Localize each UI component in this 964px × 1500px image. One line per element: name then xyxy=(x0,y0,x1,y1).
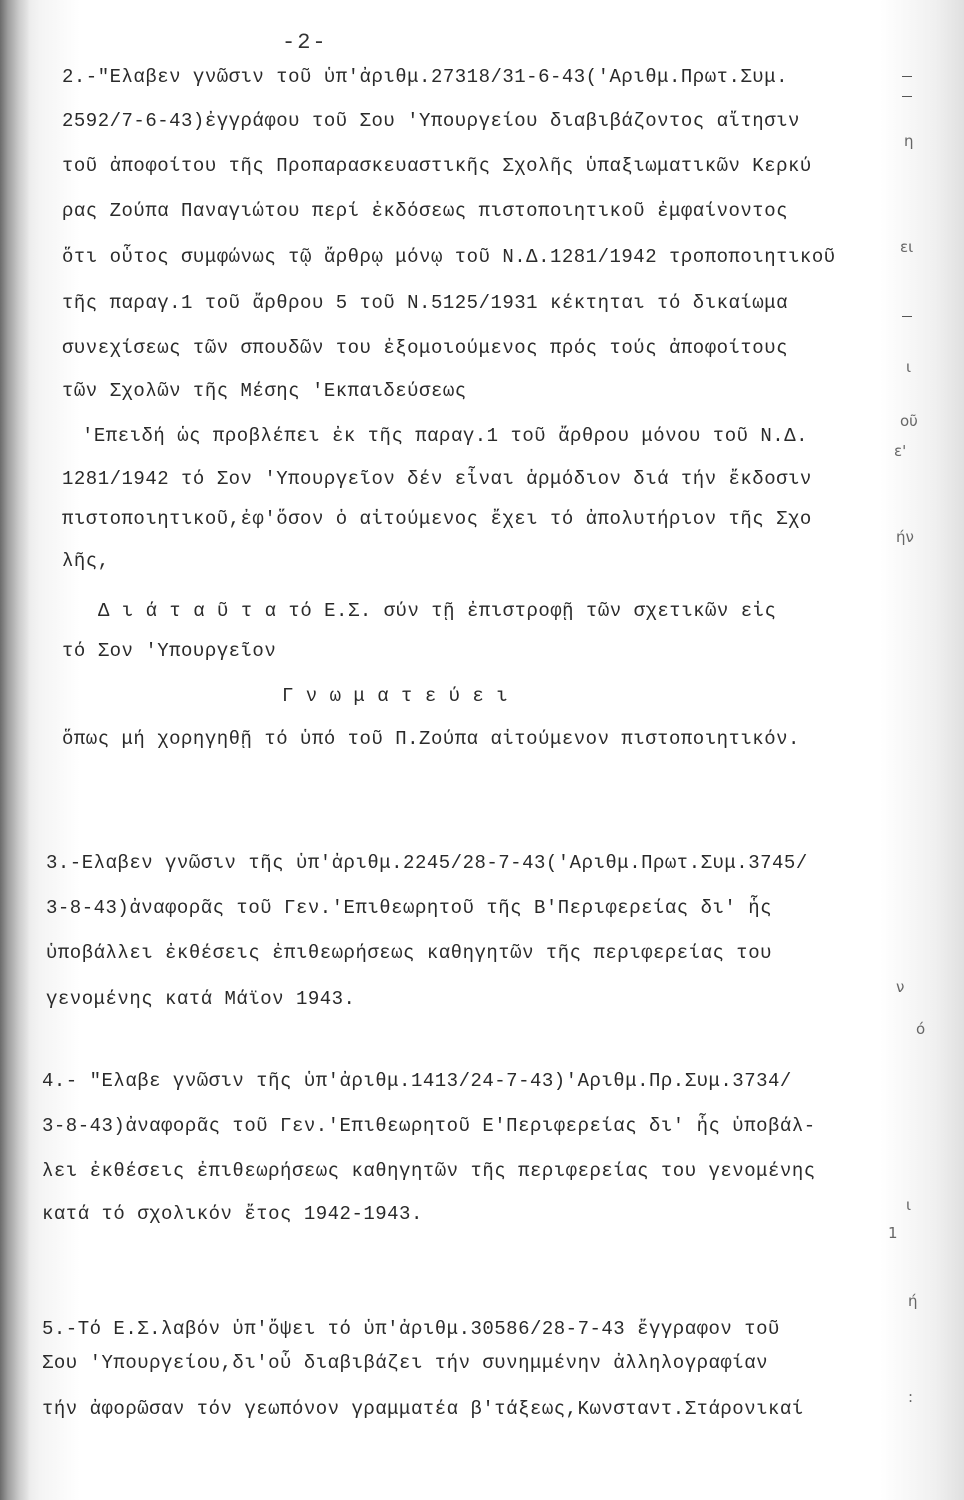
margin-mark: ε' xyxy=(894,442,907,460)
item-3-line: 3-8-43)ἀναφορᾶς τοῦ Γεν.'Επιθεωρητοῦ τῆς Β'Περιφερείας δι' ἧς xyxy=(46,897,773,919)
item-2-line: πιστοποιητικοῦ,ἐφ'ὅσον ὁ αἰτούμενος ἔχει τό ἀπολυτήριον τῆς Σχο xyxy=(62,508,812,530)
margin-mark: ήν xyxy=(896,528,914,546)
margin-mark: : xyxy=(908,1388,914,1406)
margin-mark: ι xyxy=(906,358,912,376)
item-2-line: 2592/7-6-43)ἐγγράφου τοῦ Σου 'Υπουργείου διαβιβάζοντος αἴτησιν xyxy=(62,110,800,132)
item-2-line: Γ ν ω μ α τ ε ύ ε ι xyxy=(282,685,509,707)
margin-rule xyxy=(902,316,912,317)
item-2-line: ὅπως μή χορηγηθῇ τό ὑπό τοῦ Π.Ζούπα αἰτούμενον πιστοποιητικόν. xyxy=(62,728,800,750)
item-2-line: λῆς, xyxy=(62,550,110,572)
item-2-line: Δ ι ά τ α ῦ τ α τό Ε.Σ. σύν τῇ ἐπιστροφῇ τῶν σχετικῶν εἰς xyxy=(98,600,777,622)
item-5-line: Σου 'Υπουργείου,δι'οὗ διαβιβάζει τήν συνημμένην ἀλληλογραφίαν xyxy=(42,1352,769,1374)
margin-mark: ει xyxy=(900,238,914,256)
item-2-line: τῆς παραγ.1 τοῦ ἄρθρου 5 τοῦ Ν.5125/1931 κέκτηται τό δικαίωμα xyxy=(62,292,789,314)
item-5-line: 5.-Τό Ε.Σ.λαβόν ὑπ'ὄψει τό ὑπ'ἀριθμ.30586/28-7-43 ἔγγραφον τοῦ xyxy=(42,1318,780,1340)
item-2-line: 'Επειδή ὡς προβλέπει ἐκ τῆς παραγ.1 τοῦ ἄρθρου μόνου τοῦ Ν.Δ. xyxy=(82,425,809,447)
margin-mark: ό xyxy=(916,1020,926,1038)
margin-mark: ν xyxy=(896,978,905,996)
item-4-line: 3-8-43)ἀναφορᾶς τοῦ Γεν.'Επιθεωρητοῦ Ε'Περιφερείας δι' ἧς ὑποβάλ- xyxy=(42,1115,816,1137)
binding-shadow xyxy=(0,0,30,1500)
item-2-line: 1281/1942 τό Σον 'Υπουργεῖον δέν εἶναι ἁρμόδιον διά τήν ἔκδοσιν xyxy=(62,468,812,490)
item-2-line: τῶν Σχολῶν τῆς Μέσης 'Εκπαιδεύσεως xyxy=(62,380,467,402)
item-3-line: γενομένης κατά Μάϊον 1943. xyxy=(46,988,356,1010)
item-2-line: ρας Ζούπα Παναγιώτου περί ἐκδόσεως πιστοποιητικοῦ ἐμφαίνοντος xyxy=(62,200,789,222)
item-4-line: λει ἐκθέσεις ἐπιθεωρήσεως καθηγητῶν τῆς περιφερείας του γενομένης xyxy=(42,1160,816,1182)
item-2-line: τοῦ ἀποφοίτου τῆς Προπαρασκευαστικῆς Σχολῆς ὑπαξιωματικῶν Κερκύ xyxy=(62,155,812,177)
margin-mark: οῦ xyxy=(900,412,918,430)
item-2-line: τό Σον 'Υπουργεῖον xyxy=(62,640,277,662)
item-5-line: τήν ἀφορῶσαν τόν γεωπόνον γραμματέα β'τάξεως,Κωνσταντ.Στάρονικαί xyxy=(42,1398,804,1420)
item-2-line: ὅτι οὗτος συμφώνως τῷ ἄρθρῳ μόνῳ τοῦ Ν.Δ.1281/1942 τροποποιητικοῦ xyxy=(62,246,836,268)
item-2-line: συνεχίσεως τῶν σπουδῶν του ἐξομοιούμενος πρός τούς ἀποφοίτους xyxy=(62,337,789,359)
margin-mark: η xyxy=(904,132,914,150)
item-3-line: ὑποβάλλει ἐκθέσεις ἐπιθεωρήσεως καθηγητῶν τῆς περιφερείας του xyxy=(46,942,773,964)
margin-rule xyxy=(902,76,912,77)
item-2-line: 2.-"Ελαβεν γνῶσιν τοῦ ὑπ'ἀριθμ.27318/31-6-43('Αριθμ.Πρωτ.Συμ. xyxy=(62,66,789,88)
page-number: -2- xyxy=(282,30,328,55)
margin-mark: 1 xyxy=(888,1224,898,1242)
margin-mark: ι xyxy=(906,1196,912,1214)
item-3-line: 3.-Ελαβεν γνῶσιν τῆς ὑπ'ἀριθμ.2245/28-7-43('Αριθμ.Πρωτ.Συμ.3745/ xyxy=(46,852,808,874)
item-4-line: κατά τό σχολικόν ἔτος 1942-1943. xyxy=(42,1203,423,1225)
margin-rule xyxy=(902,96,912,97)
margin-mark: ή xyxy=(908,1292,918,1310)
item-4-line: 4.- "Ελαβε γνῶσιν τῆς ὑπ'ἀριθμ.1413/24-7-43)'Αριθμ.Πρ.Συμ.3734/ xyxy=(42,1070,792,1092)
